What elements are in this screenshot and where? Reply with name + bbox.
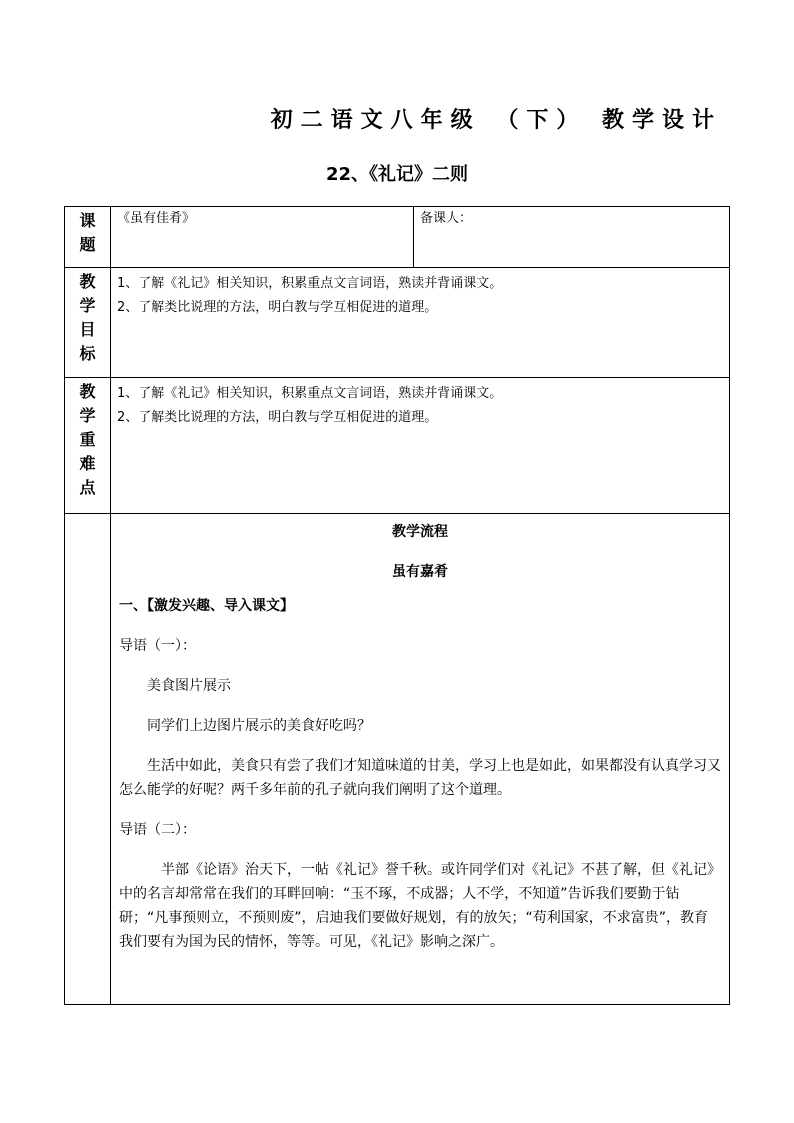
objectives-label xyxy=(65,268,111,378)
label-char: 重 xyxy=(79,430,96,449)
process-heading: 教学流程 xyxy=(392,524,448,540)
process-row xyxy=(65,514,730,1005)
label-char: 标 xyxy=(79,344,96,363)
label-char: 目 xyxy=(79,320,96,339)
objective-item: 1、了解《礼记》相关知识，积累重点文言词语，熟读并背诵课文。 xyxy=(117,276,503,291)
key-points-label xyxy=(65,378,111,514)
intro-two-label: 导语（二）： xyxy=(119,822,196,838)
objectives-cell xyxy=(111,268,730,378)
intro-one-paragraph: 生活中如此，美食只有尝了我们才知道味道的甘美，学习上也是如此，如果都没有认真学习又怎么能学的好呢？两千多年前的孔子就向我们阐明了这个道理。 xyxy=(119,758,721,798)
key-point-item: 2、了解类比说理的方法，明白教与学互相促进的道理。 xyxy=(117,410,438,425)
label-char: 学 xyxy=(79,296,96,315)
key-points-row xyxy=(65,378,730,514)
process-subheading: 虽有嘉肴 xyxy=(392,564,448,580)
intro-two-paragraph: 半部《论语》治天下，一帖《礼记》誉千秋。或许同学们对《礼记》不甚了解，但《礼记》中的名言却常常在我们的耳畔回响：“玉不琢，不成器；人不学，不知道”告诉我们要勤于钻研；“凡事预则立，不预则废”，启迪我们要做好规划，有的放矢；“苟利国家，不求富贵”，教育我们要有为国为民的情怀，等等。可见，《礼记》影响之深广。 xyxy=(119,862,721,950)
topic-label xyxy=(65,207,111,268)
label-char: 点 xyxy=(79,478,96,497)
preparer-cell xyxy=(414,207,730,268)
intro-one-paragraph: 美食图片展示 xyxy=(147,678,231,694)
intro-one-paragraph: 同学们上边图片展示的美食好吃吗？ xyxy=(147,718,371,734)
label-char: 教 xyxy=(79,382,96,401)
topic-row xyxy=(65,207,730,268)
label-char: 学 xyxy=(79,406,96,425)
preparer-label: 备课人： xyxy=(420,211,473,226)
key-point-item: 1、了解《礼记》相关知识，积累重点文言词语，熟读并背诵课文。 xyxy=(117,386,503,401)
process-label-empty xyxy=(65,514,111,1005)
label-char: 难 xyxy=(79,454,96,473)
objective-item: 2、了解类比说理的方法，明白教与学互相促进的道理。 xyxy=(117,300,438,315)
section-heading: 一、【激发兴趣、导入课文】 xyxy=(119,598,294,614)
label-char: 教 xyxy=(79,272,96,291)
key-points-cell xyxy=(111,378,730,514)
objectives-row xyxy=(65,268,730,378)
document-title: 初二语文八年级 （下） 教学设计 xyxy=(270,108,722,133)
lesson-title: 22、《礼记》二则 xyxy=(325,164,469,185)
process-cell xyxy=(111,514,730,1005)
topic-value: 《虽有佳肴》 xyxy=(117,211,196,226)
label-char: 课 xyxy=(79,211,96,230)
intro-one-label: 导语（一）： xyxy=(119,638,196,654)
topic-cell xyxy=(111,207,414,268)
label-char: 题 xyxy=(79,235,96,254)
lesson-plan-table xyxy=(64,206,730,1005)
